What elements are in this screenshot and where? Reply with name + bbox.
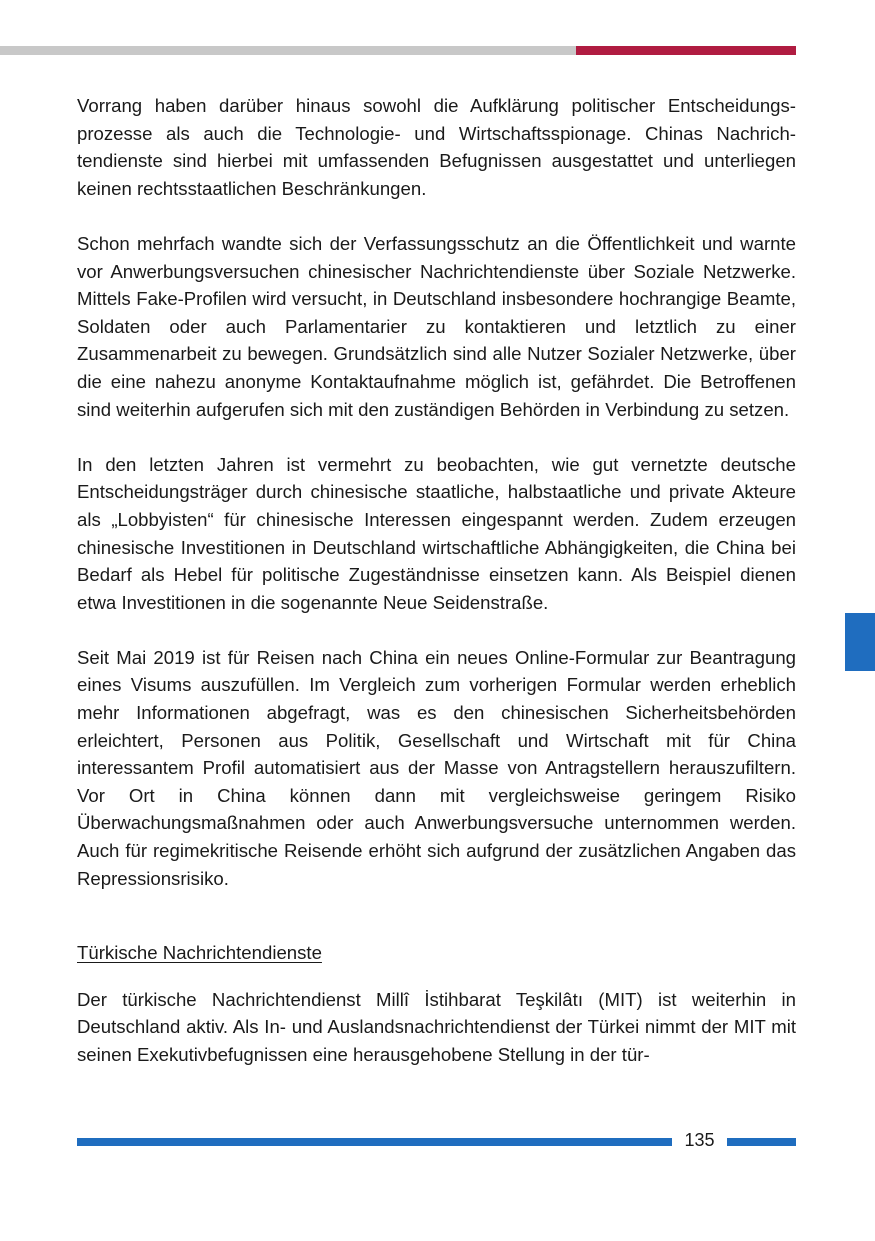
paragraph-1: Vorrang haben darüber hinaus sowohl die Aufklärung politischer Entscheidungsprozesse als auch die Technologie- und Wirtschaftsspionage. Chinas Nachrichtendienste sind hierbei mit umfassenden Befugnissen ausgestattet und unterliegen keinen rechtsstaatlichen Beschränkungen. (77, 95, 796, 199)
footer-rule-left (77, 1138, 672, 1146)
top-rule-grey (0, 46, 576, 55)
paragraph-4: Seit Mai 2019 ist für Reisen nach China ein neues Online-Formular zur Beantragung eines Visums auszufüllen. Im Vergleich zum vorherigen Formular werden erheblich mehr Informationen abgefragt, was es den chinesischen Sicherheitsbehörden erleichtert, Personen aus Politik, Gesellschaft und Wirtschaft mit für China interessantem Profil automatisiert aus der Masse von Antragstellern herauszufiltern. Vor Ort in China können dann mit vergleichsweise geringem Risiko Überwachungsmaßnahmen oder auch Anwerbungsversuche unternommen werden. Auch für regimekritische Reisende erhöht sich aufgrund der zusätzlichen Angaben das Repressionsrisiko. (77, 646, 796, 889)
section-paragraph: Der türkische Nachrichtendienst Millî İstihbarat Teşkilâtı (MIT) ist weiterhin in Deutschland aktiv. Als In- und Auslandsnachrichtendienst der Türkei nimmt der MIT mit seinen Exekutivbefugnissen eine herausgehobene Stellung in der tür- (77, 988, 796, 1065)
page-number: 135 (684, 1130, 715, 1150)
paragraph-3: In den letzten Jahren ist vermehrt zu beobachten, wie gut vernetzte deutsche Entscheidungsträger durch chinesische staatliche, halbstaatliche und private Akteure als „Lobbyisten“ für chinesische Interessen eingespannt werden. Zudem erzeugen chinesische Investitionen in Deutschland wirtschaftliche Abhängigkeiten, die China bei Bedarf als Hebel für politische Zugeständnisse einsetzen kann. Als Beispiel dienen etwa Investitionen in die sogenannte Neue Seidenstraße. (77, 453, 796, 613)
section-heading: Türkische Nachrichtendienste (77, 942, 322, 964)
page-body (77, 92, 796, 1096)
top-rule-accent (576, 46, 796, 55)
paragraph-2: Schon mehrfach wandte sich der Verfassungsschutz an die Öffentlichkeit und warnte vor Anwerbungsversuchen chinesischer Nachrichtendienste über Soziale Netzwerke. Mittels Fake-Profilen wird versucht, in Deutschland insbesondere hochrangige Beamte, Soldaten oder auch Parlamentarier zu kontaktieren und letztlich zu einer Zusammenarbeit zu bewegen. Grundsätzlich sind alle Nutzer Sozialer Netzwerke, über die eine nahezu anonyme Kontaktaufnahme möglich ist, gefährdet. Die Betroffenen sind weiterhin aufgerufen sich mit den zuständigen Behörden in Verbindung zu setzen. (77, 232, 796, 420)
footer-rule-right (727, 1138, 796, 1146)
chapter-side-tab (845, 613, 875, 671)
